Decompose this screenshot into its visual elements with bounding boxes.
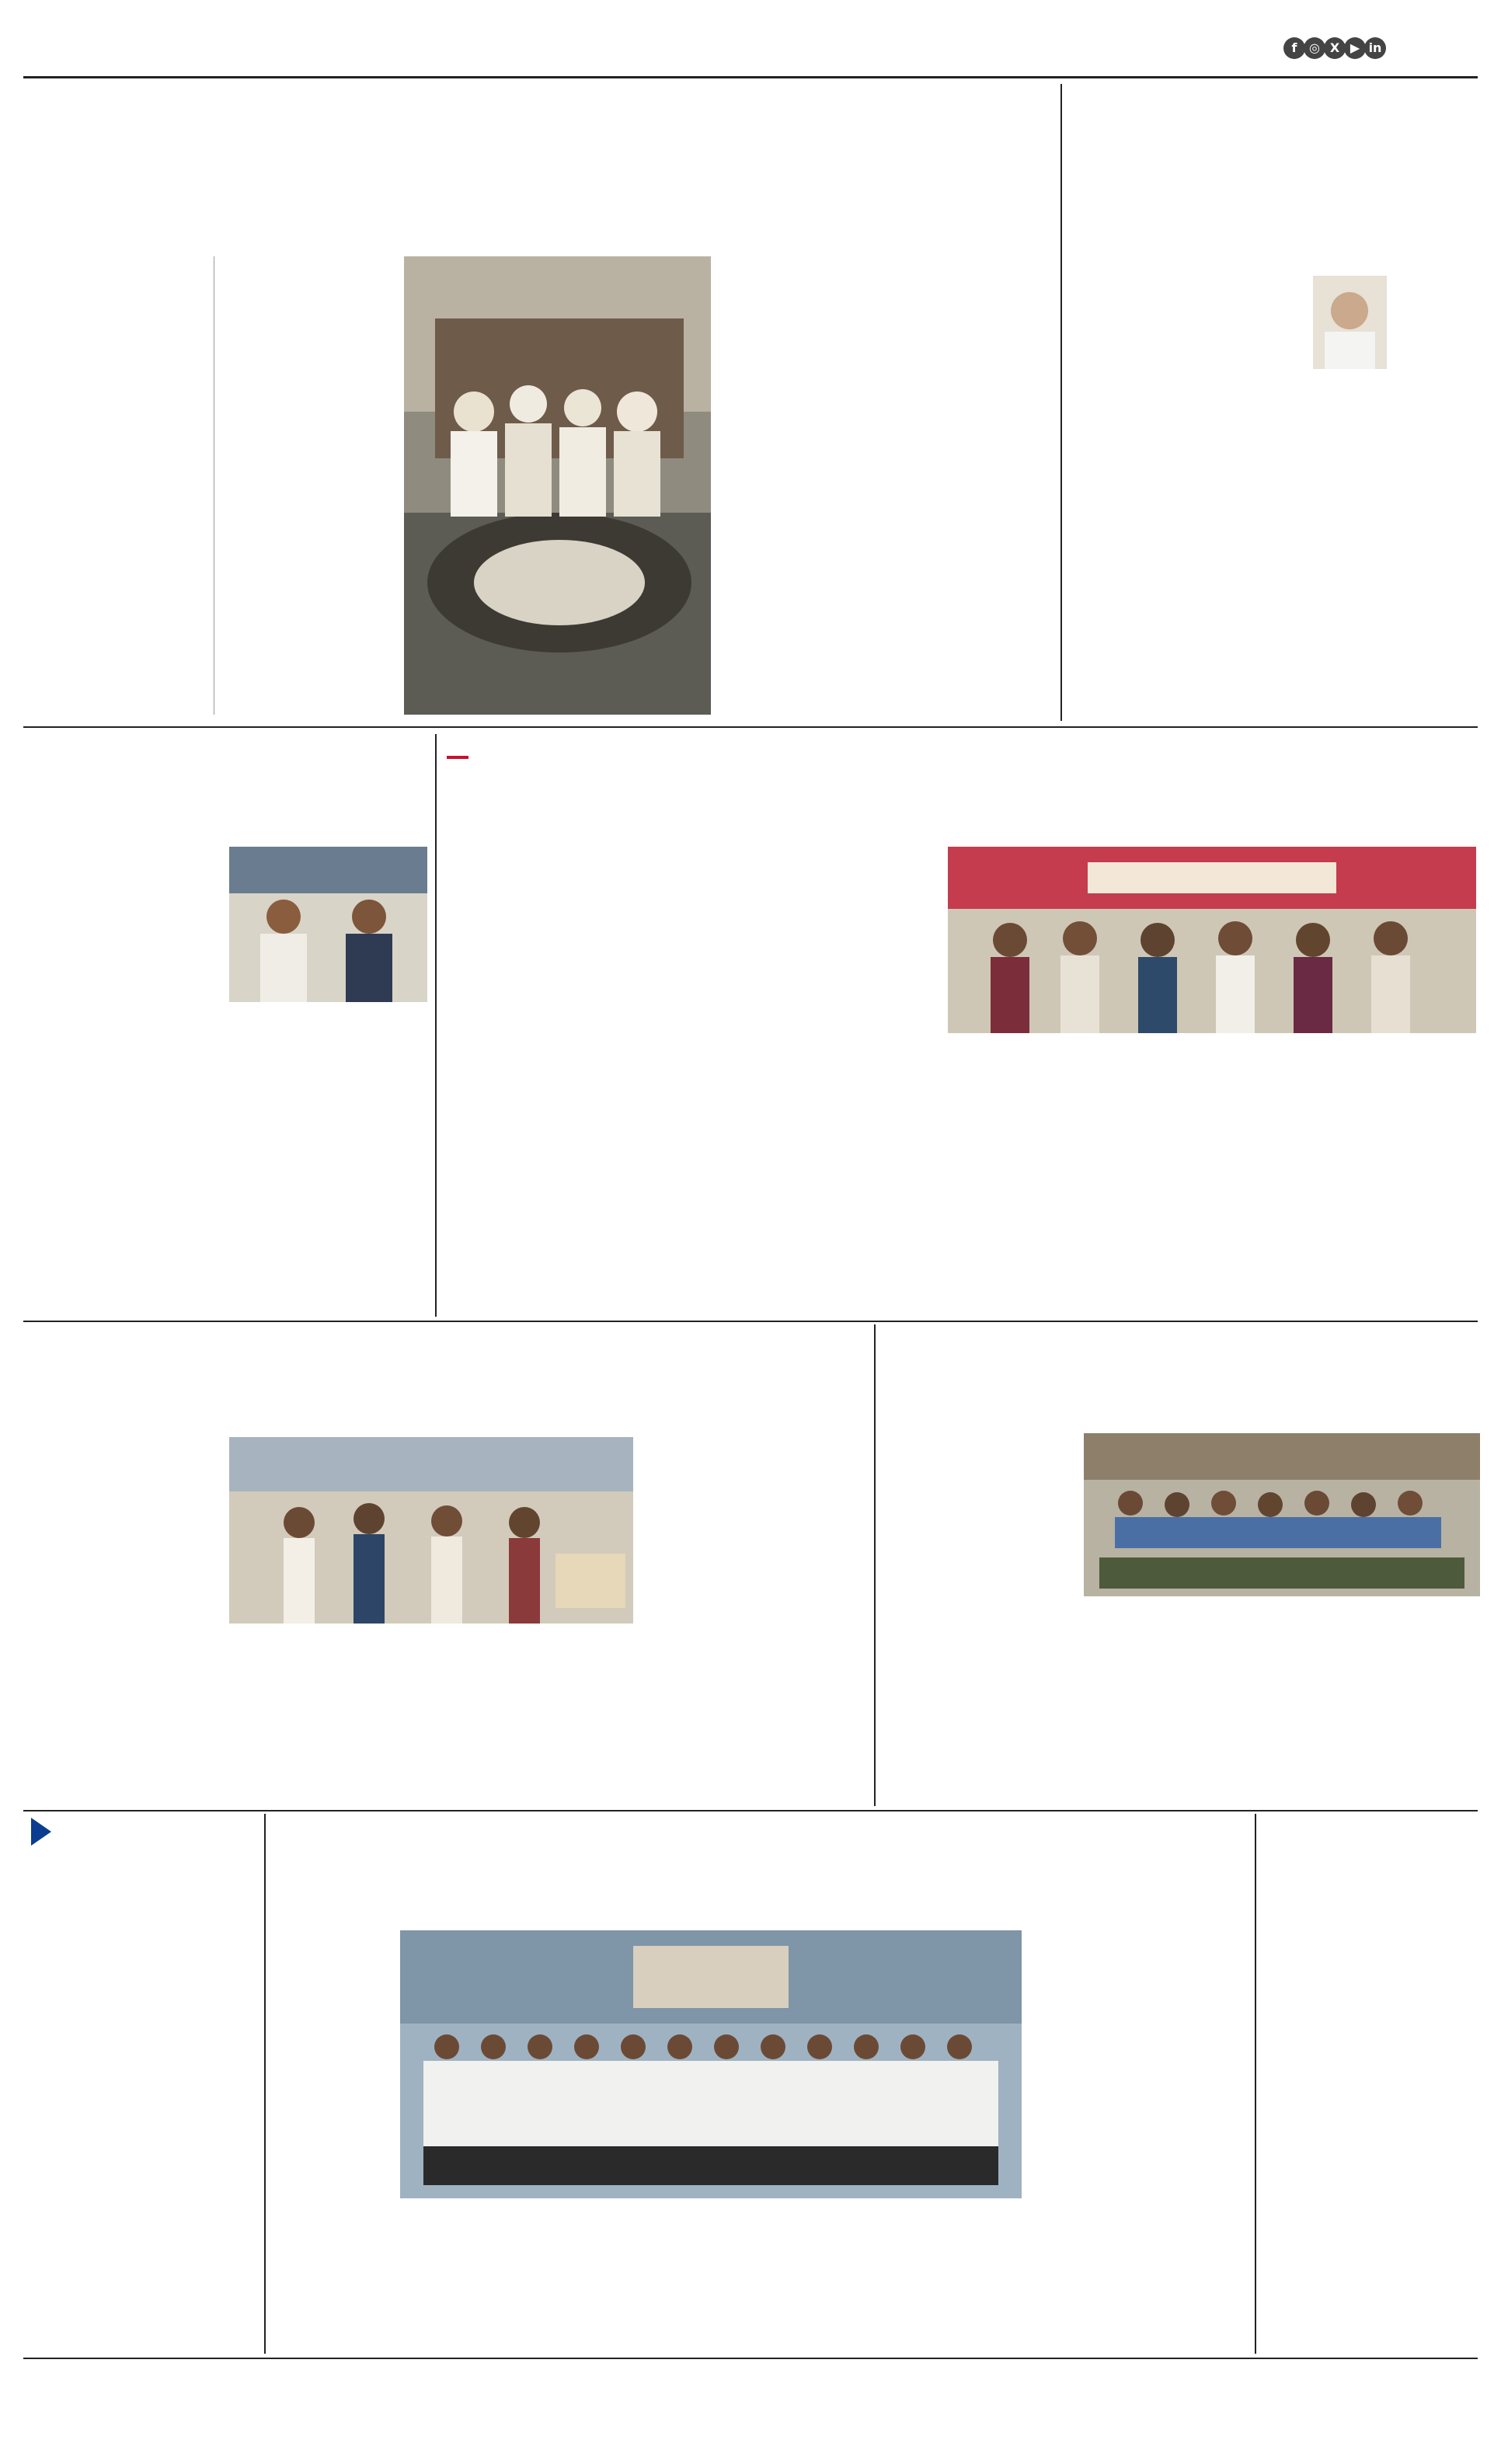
short-news-body (31, 1855, 256, 2259)
lead-side-body (723, 318, 1049, 489)
borgaonkar-portrait (1313, 276, 1387, 369)
kalpanashakti-body1 (31, 1437, 218, 1802)
short-news-logo (31, 1818, 256, 1846)
hockey-body3 (524, 2206, 641, 2354)
borgaonkar-body1 (1076, 276, 1301, 719)
lead-body-col2 (221, 256, 396, 715)
weapons-exhibition-photo (1084, 1433, 1480, 1596)
vijaydivas-body1 (886, 1433, 1072, 1802)
facebook-icon[interactable]: f (1283, 37, 1305, 59)
vijayi-body (1029, 1996, 1247, 2354)
hockey-body1 (276, 1930, 392, 2354)
abhavip-photo (229, 847, 427, 1002)
lead-body-col1 (31, 256, 206, 715)
hockey-body4 (649, 2206, 765, 2354)
instagram-icon[interactable]: ◎ (1304, 37, 1325, 59)
navkalpana-caption-b-body (1216, 1111, 1476, 1313)
navkalpana-body2 (614, 847, 769, 1313)
kalpanashakti-body2 (229, 1631, 423, 1802)
linkedin-icon[interactable]: in (1364, 37, 1386, 59)
vijaydivas-body2 (1084, 1604, 1278, 1802)
navkalpana-tag (447, 756, 468, 759)
borgaonkar-body2 (1313, 377, 1480, 719)
youtube-icon[interactable]: ▶ (1344, 37, 1366, 59)
lead-side2-body (723, 536, 1049, 715)
navkalpana-kicker-row (447, 738, 1480, 765)
navkalpana-body1 (447, 847, 602, 1313)
jagruti-body (1266, 1895, 1480, 2354)
hockey-team-photo (400, 1930, 1022, 2198)
navkalpana-body3 (781, 847, 936, 1313)
short-news-box (31, 1818, 256, 2354)
x-icon[interactable]: X (1324, 37, 1346, 59)
abhavip-body2 (229, 1010, 427, 1313)
play-icon (31, 1818, 51, 1846)
vijaydivas-body3 (1286, 1604, 1480, 1802)
masthead (0, 0, 1501, 78)
shahu-samadhi-photo (404, 256, 711, 715)
navkalpana-caption-a-body (948, 1088, 1204, 1313)
kalpanashakti-body4 (645, 1437, 862, 1802)
hockey-body5 (773, 2206, 1022, 2354)
borgaonkar-body2-top (1395, 276, 1480, 377)
science-exhibition-photo (948, 847, 1476, 1033)
kalpanashakti-body3 (435, 1631, 633, 1802)
masthead-rule (23, 76, 1478, 78)
hockey-body2 (400, 2206, 517, 2354)
kalpanashakti-photo (229, 1437, 633, 1624)
abhavip-body (31, 847, 218, 1313)
